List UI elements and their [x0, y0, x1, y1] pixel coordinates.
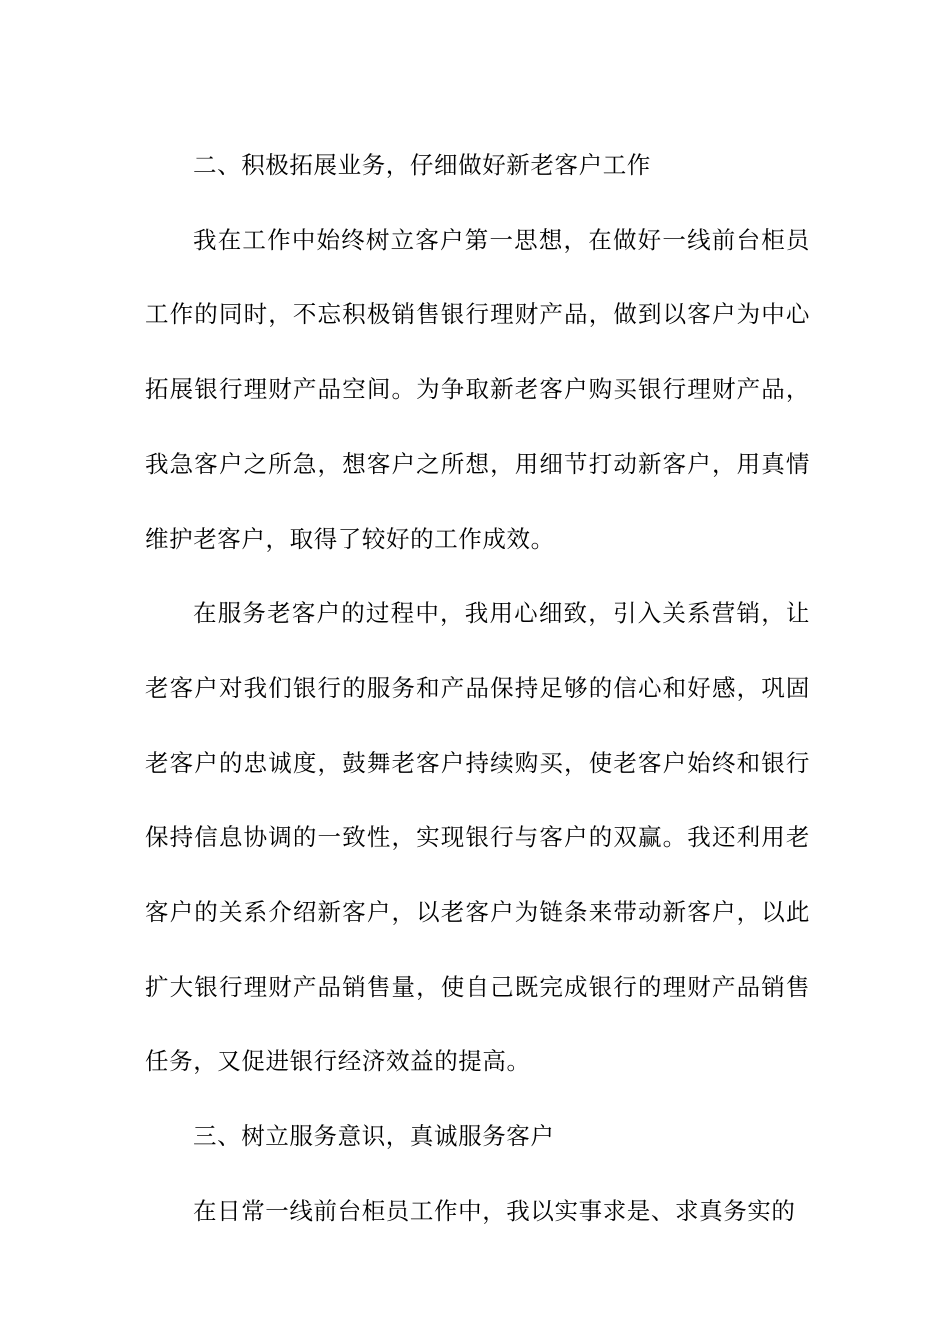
paragraph-3: 在日常一线前台柜员工作中，我以实事求是、求真务实的 [193, 1196, 796, 1225]
paragraph-1: 我在工作中始终树立客户第一思想，在做好一线前台柜员工作的同时，不忘积极销售银行理财产品，做到以客户为中心拓展银行理财产品空间。为争取新老客户购买银行理财产品，我急客户之所急，想客户之所想，用细节打动新客户，用真情维护老客户，取得了较好的工作成效。 [145, 225, 810, 553]
section-heading-2: 二、积极拓展业务，仔细做好新老客户工作 [193, 151, 651, 179]
section-heading-3: 三、树立服务意识，真诚服务客户 [193, 1122, 555, 1151]
paragraph-2: 在服务老客户的过程中，我用心细致，引入关系营销，让老客户对我们银行的服务和产品保持足够的信心和好感，巩固老客户的忠诚度，鼓舞老客户持续购买，使老客户始终和银行保持信息协调的一致性，实现银行与客户的双赢。我还利用老客户的关系介绍新客户，以老客户为链条来带动新客户，以此扩大银行理财产品销售量，使自己既完成银行的理财产品销售任务，又促进银行经济效益的提高。 [145, 599, 810, 1076]
document-body [145, 128, 810, 1249]
